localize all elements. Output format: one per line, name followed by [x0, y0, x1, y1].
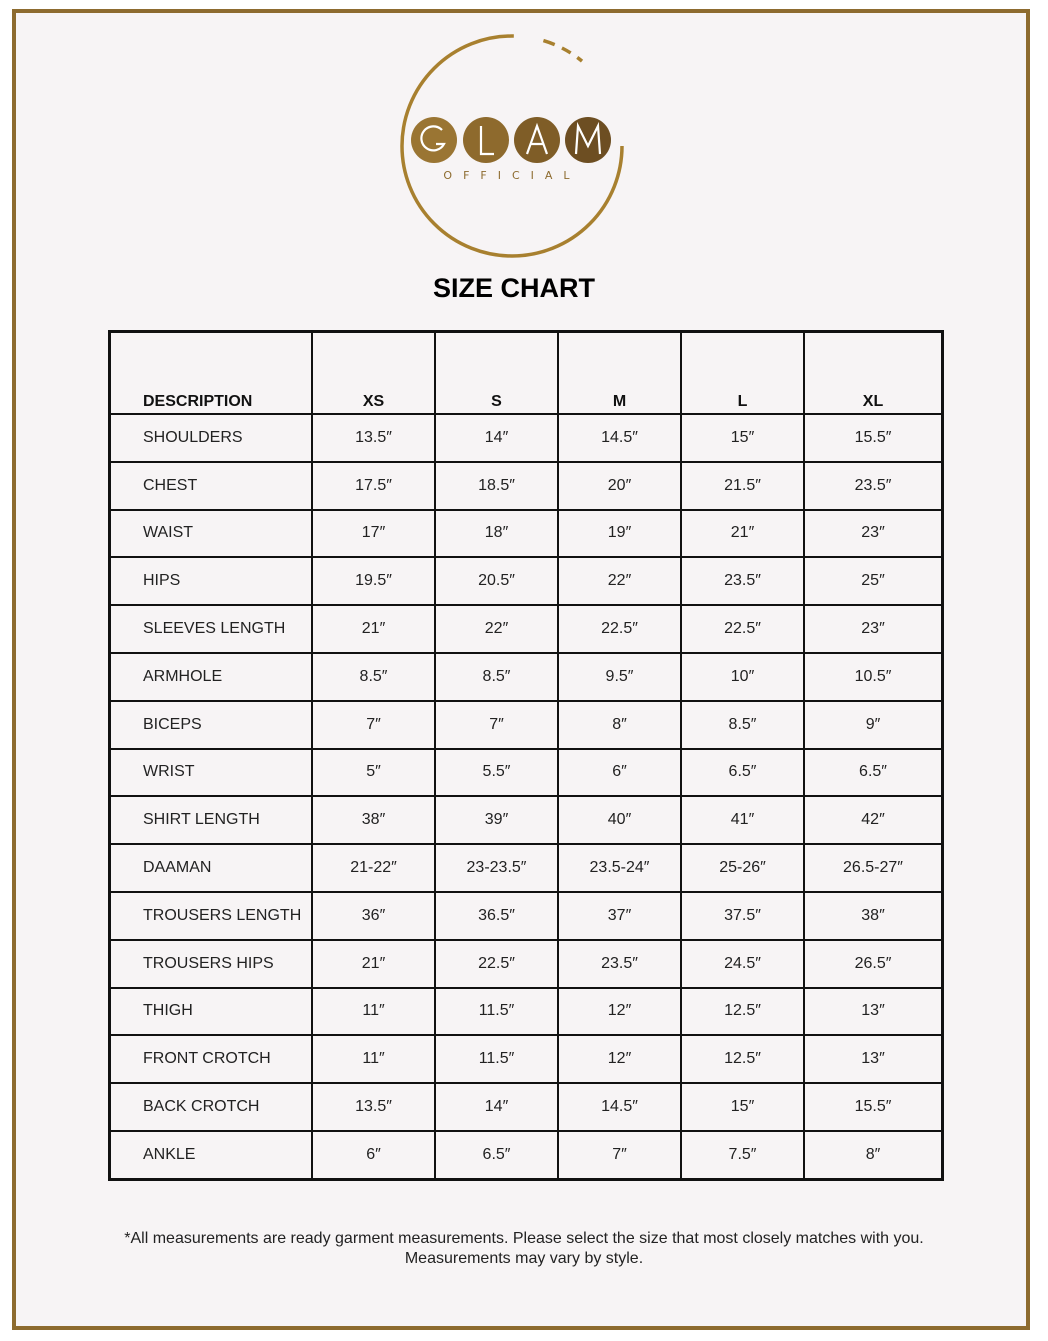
size-value-m: 20″ [558, 462, 681, 510]
size-value-m: 37″ [558, 892, 681, 940]
size-value-s: 39″ [435, 796, 558, 844]
header-xl: XL [804, 332, 943, 415]
table-row [110, 653, 943, 701]
size-value-l: 21.5″ [681, 462, 804, 510]
size-value-m: 19″ [558, 510, 681, 558]
table-row [110, 796, 943, 844]
header-xs: XS [312, 332, 435, 415]
size-value-l: 22.5″ [681, 605, 804, 653]
size-value-xs: 13.5″ [312, 1083, 435, 1131]
svg-text:OFFICIAL: OFFICIAL [443, 169, 581, 182]
size-value-xs: 19.5″ [312, 557, 435, 605]
row-description: ANKLE [110, 1131, 313, 1179]
size-value-l: 7.5″ [681, 1131, 804, 1179]
size-value-l: 41″ [681, 796, 804, 844]
size-chart-table [108, 330, 944, 1181]
size-value-xl: 15.5″ [804, 414, 943, 462]
size-value-m: 40″ [558, 796, 681, 844]
table-row [110, 1083, 943, 1131]
size-value-xl: 23″ [804, 510, 943, 558]
table-row [110, 988, 943, 1036]
row-description: ARMHOLE [110, 653, 313, 701]
table-header-row [110, 332, 943, 415]
size-value-xl: 38″ [804, 892, 943, 940]
size-value-s: 22″ [435, 605, 558, 653]
size-value-l: 23.5″ [681, 557, 804, 605]
size-value-m: 14.5″ [558, 1083, 681, 1131]
size-value-xl: 26.5-27″ [804, 844, 943, 892]
table-row [110, 1035, 943, 1083]
size-value-m: 22″ [558, 557, 681, 605]
row-description: BICEPS [110, 701, 313, 749]
size-value-l: 25-26″ [681, 844, 804, 892]
size-value-s: 36.5″ [435, 892, 558, 940]
size-value-xl: 8″ [804, 1131, 943, 1179]
size-value-s: 7″ [435, 701, 558, 749]
size-value-s: 6.5″ [435, 1131, 558, 1179]
size-value-xs: 7″ [312, 701, 435, 749]
size-value-l: 10″ [681, 653, 804, 701]
row-description: WAIST [110, 510, 313, 558]
size-value-m: 23.5-24″ [558, 844, 681, 892]
size-value-xs: 21″ [312, 605, 435, 653]
size-value-l: 15″ [681, 1083, 804, 1131]
row-description: SLEEVES LENGTH [110, 605, 313, 653]
size-value-xs: 17.5″ [312, 462, 435, 510]
page-title: SIZE CHART [433, 273, 595, 303]
size-value-s: 18″ [435, 510, 558, 558]
row-description: WRIST [110, 749, 313, 797]
size-value-xl: 42″ [804, 796, 943, 844]
size-value-xl: 6.5″ [804, 749, 943, 797]
table-row [110, 940, 943, 988]
size-value-xs: 38″ [312, 796, 435, 844]
size-value-xl: 13″ [804, 1035, 943, 1083]
header-m: M [558, 332, 681, 415]
row-description: SHOULDERS [110, 414, 313, 462]
size-value-xl: 25″ [804, 557, 943, 605]
table-row [110, 510, 943, 558]
size-value-xs: 11″ [312, 1035, 435, 1083]
size-value-m: 12″ [558, 1035, 681, 1083]
row-description: TROUSERS HIPS [110, 940, 313, 988]
size-value-m: 7″ [558, 1131, 681, 1179]
size-value-xs: 21″ [312, 940, 435, 988]
footnote [0, 1229, 1048, 1269]
size-value-m: 6″ [558, 749, 681, 797]
size-value-m: 8″ [558, 701, 681, 749]
size-value-xs: 8.5″ [312, 653, 435, 701]
size-value-l: 21″ [681, 510, 804, 558]
size-value-xs: 5″ [312, 749, 435, 797]
table-row [110, 844, 943, 892]
size-value-xl: 15.5″ [804, 1083, 943, 1131]
glam-official-logo [396, 30, 628, 262]
size-value-l: 6.5″ [681, 749, 804, 797]
size-value-l: 15″ [681, 414, 804, 462]
table-row [110, 557, 943, 605]
table-row [110, 462, 943, 510]
size-value-s: 5.5″ [435, 749, 558, 797]
footnote-line-2: Measurements may vary by style. [404, 1250, 644, 1267]
size-value-xl: 9″ [804, 701, 943, 749]
size-value-s: 14″ [435, 414, 558, 462]
row-description: DAAMAN [110, 844, 313, 892]
row-description: CHEST [110, 462, 313, 510]
header-description: DESCRIPTION [110, 332, 313, 415]
size-value-xl: 26.5″ [804, 940, 943, 988]
row-description: HIPS [110, 557, 313, 605]
size-value-xs: 21-22″ [312, 844, 435, 892]
size-value-l: 24.5″ [681, 940, 804, 988]
size-value-xs: 11″ [312, 988, 435, 1036]
size-value-s: 11.5″ [435, 1035, 558, 1083]
footnote-line-1: *All measurements are ready garment measurements. Please select the size that most closely matches with you. [124, 1230, 924, 1247]
size-value-l: 12.5″ [681, 988, 804, 1036]
size-value-m: 22.5″ [558, 605, 681, 653]
size-value-s: 11.5″ [435, 988, 558, 1036]
size-value-s: 23-23.5″ [435, 844, 558, 892]
size-value-xs: 6″ [312, 1131, 435, 1179]
size-value-m: 23.5″ [558, 940, 681, 988]
size-value-s: 18.5″ [435, 462, 558, 510]
size-value-s: 20.5″ [435, 557, 558, 605]
row-description: BACK CROTCH [110, 1083, 313, 1131]
size-value-m: 14.5″ [558, 414, 681, 462]
row-description: TROUSERS LENGTH [110, 892, 313, 940]
size-value-l: 37.5″ [681, 892, 804, 940]
table-row [110, 1131, 943, 1179]
header-s: S [435, 332, 558, 415]
size-value-m: 9.5″ [558, 653, 681, 701]
size-value-xl: 23.5″ [804, 462, 943, 510]
table-row [110, 414, 943, 462]
table-row [110, 605, 943, 653]
row-description: FRONT CROTCH [110, 1035, 313, 1083]
size-value-s: 14″ [435, 1083, 558, 1131]
size-value-s: 8.5″ [435, 653, 558, 701]
size-value-m: 12″ [558, 988, 681, 1036]
size-value-xl: 10.5″ [804, 653, 943, 701]
size-value-xl: 13″ [804, 988, 943, 1036]
size-value-l: 8.5″ [681, 701, 804, 749]
size-value-xs: 36″ [312, 892, 435, 940]
table-row [110, 701, 943, 749]
row-description: THIGH [110, 988, 313, 1036]
size-value-xl: 23″ [804, 605, 943, 653]
table-row [110, 749, 943, 797]
size-value-s: 22.5″ [435, 940, 558, 988]
row-description: SHIRT LENGTH [110, 796, 313, 844]
table-row [110, 892, 943, 940]
header-l: L [681, 332, 804, 415]
size-value-xs: 17″ [312, 510, 435, 558]
size-value-l: 12.5″ [681, 1035, 804, 1083]
size-value-xs: 13.5″ [312, 414, 435, 462]
